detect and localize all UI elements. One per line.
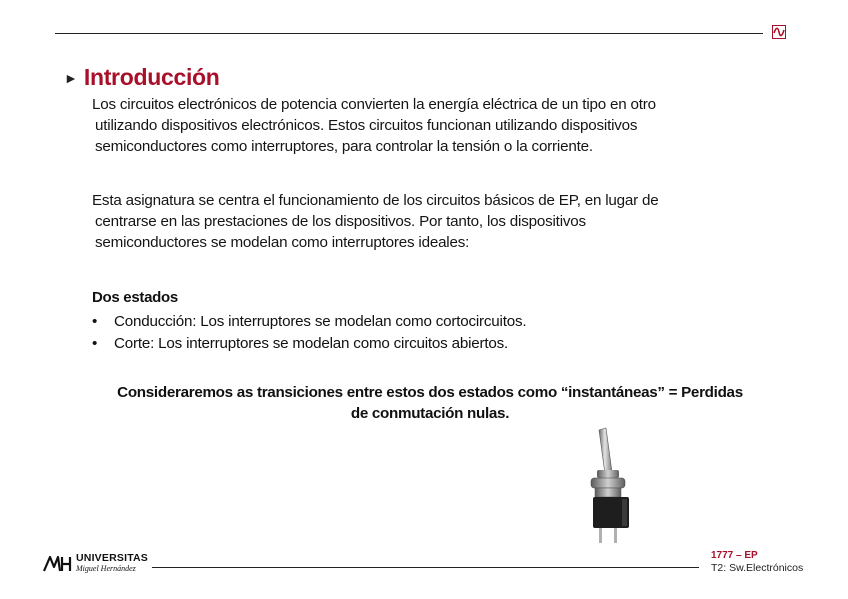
states-heading: Dos estados bbox=[92, 289, 178, 306]
list-item bbox=[92, 311, 526, 333]
title-marker-icon: ► bbox=[64, 69, 78, 86]
scope-line: Esta asignatura se centra el funcionamiento de los circuitos básicos de EP, en lugar de bbox=[92, 192, 659, 209]
header-rule bbox=[55, 33, 763, 34]
list-item bbox=[92, 333, 526, 355]
intro-line: semiconductores como interruptores, para controlar la tensión o la corriente. bbox=[95, 138, 593, 155]
intro-line: utilizando dispositivos electrónicos. Estos circuitos funcionan utilizando dispositivos bbox=[95, 117, 638, 134]
logo-name: UNIVERSITAS bbox=[76, 552, 149, 565]
wave-icon bbox=[772, 25, 786, 39]
scope-line: centrarse en las prestaciones de los dispositivos. Por tanto, los dispositivos bbox=[95, 213, 586, 230]
footer-info bbox=[711, 550, 803, 574]
university-logo bbox=[42, 553, 148, 573]
conclusion-line: de conmutación nulas. bbox=[350, 405, 510, 422]
toggle-switch-image bbox=[577, 426, 643, 546]
conclusion-text bbox=[70, 382, 790, 424]
list-item-text: Conducción: Los interruptores se modelan como cortocircuitos. bbox=[114, 313, 527, 330]
intro-line: Los circuitos electrónicos de potencia convierten la energía eléctrica de un tipo en otro bbox=[92, 96, 656, 113]
intro-paragraph bbox=[92, 94, 792, 157]
logo-subtitle: Miguel Hernández bbox=[76, 563, 136, 573]
page-title: Introducción bbox=[83, 64, 220, 90]
footer-rule bbox=[152, 567, 699, 568]
umh-logo-icon bbox=[42, 553, 72, 573]
list-item-text: Corte: Los interruptores se modelan como circuitos abiertos. bbox=[114, 335, 509, 352]
conclusion-line: Consideraremos as transiciones entre estos dos estados como “instantáneas” = Perdidas bbox=[117, 384, 743, 401]
states-list bbox=[92, 311, 526, 355]
scope-paragraph bbox=[92, 190, 792, 253]
section-header bbox=[64, 64, 220, 91]
bullet-icon: • bbox=[92, 335, 98, 352]
scope-line: semiconductores se modelan como interruptores ideales: bbox=[95, 234, 470, 251]
bullet-icon: • bbox=[92, 313, 98, 330]
topic-label: T2: Sw.Electrónicos bbox=[711, 562, 804, 574]
course-code: 1777 – EP bbox=[711, 550, 758, 561]
